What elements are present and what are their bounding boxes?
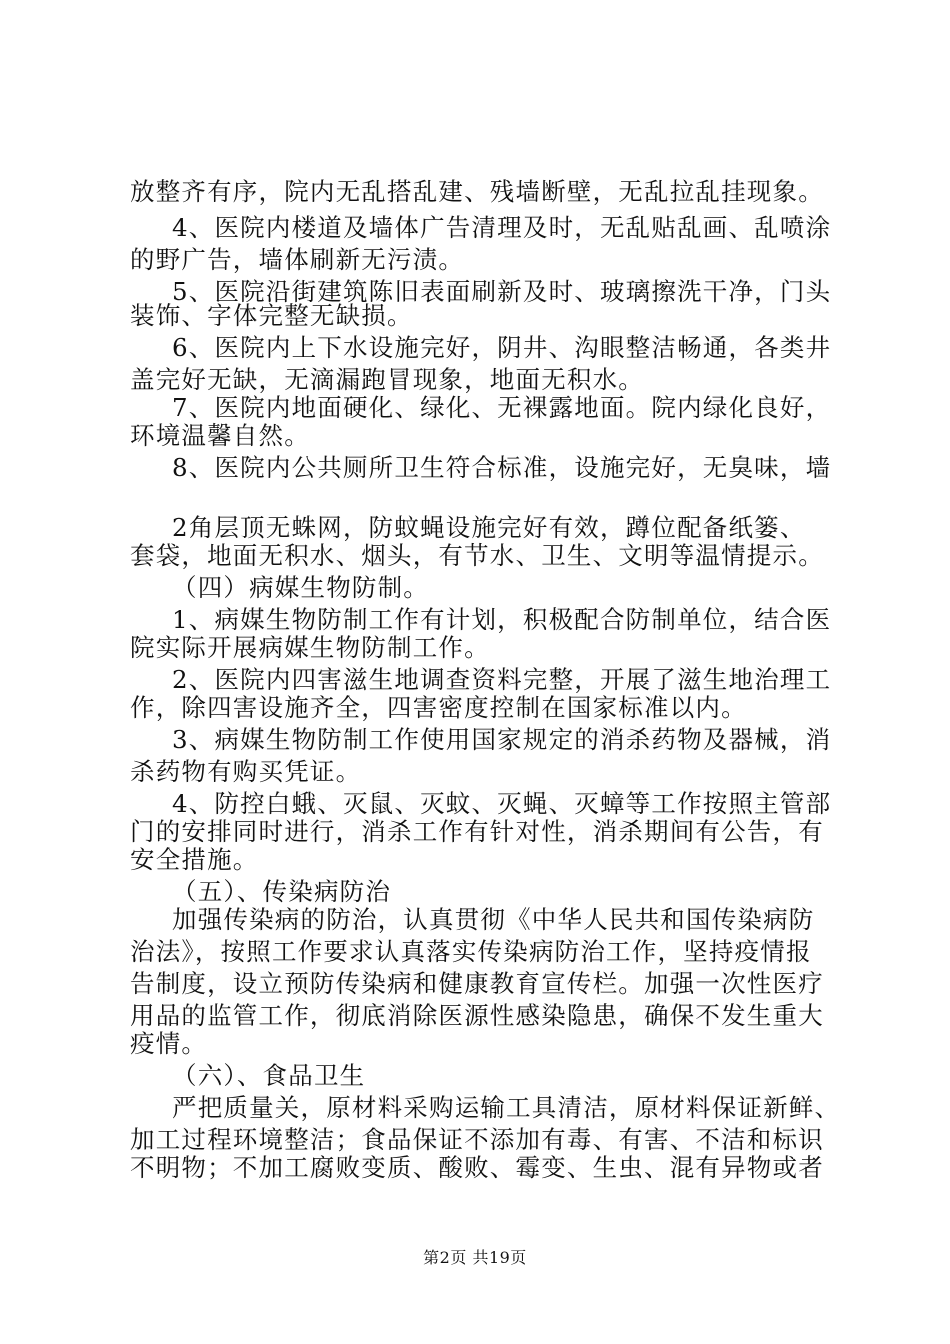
text-line: 8、医院内公共厕所卫生符合标准，设施完好，无臭味，墙	[172, 453, 832, 482]
text-line: 环境温馨自然。	[130, 421, 310, 450]
text-line: 放整齐有序，院内无乱搭乱建、残墙断壁，无乱拉乱挂现象。	[130, 177, 824, 206]
text-line: 作，除四害设施齐全，四害密度控制在国家标准以内。	[130, 693, 747, 722]
text-line: 1、病媒生物防制工作有计划，积极配合防制单位，结合医	[172, 605, 832, 634]
text-line: 门的安排同时进行，消杀工作有针对性，消杀期间有公告，有	[130, 817, 824, 846]
text-line: 加工过程环境整洁；食品保证不添加有毒、有害、不洁和标识	[130, 1125, 824, 1154]
text-line: 疫情。	[130, 1029, 208, 1058]
text-line: 的野广告，墙体刷新无污渍。	[130, 245, 465, 274]
page-footer: 第2页 共19页	[423, 1248, 527, 1267]
text-line: 用品的监管工作，彻底消除医源性感染隐患，确保不发生重大	[130, 1001, 824, 1030]
text-line: 装饰、字体完整无缺损。	[130, 301, 413, 330]
text-line: 2、医院内四害滋生地调查资料完整，开展了滋生地治理工	[172, 665, 832, 694]
text-line: 4、防控白蛾、灭鼠、灭蚊、灭蝇、灭蟑等工作按照主管部	[172, 789, 832, 818]
section-heading: （六）、食品卫生	[172, 1061, 366, 1090]
text-line: 盖完好无缺，无滴漏跑冒现象，地面无积水。	[130, 365, 644, 394]
text-line: 治法》，按照工作要求认真落实传染病防治工作，坚持疫情报	[130, 937, 812, 966]
text-line: 2角层顶无蛛网，防蚊蝇设施完好有效，蹲位配备纸篓、	[172, 513, 806, 542]
text-line: 加强传染病的防治，认真贯彻《中华人民共和国传染病防	[172, 905, 815, 934]
text-line: 不明物；不加工腐败变质、酸败、霉变、生虫、混有异物或者	[130, 1153, 824, 1182]
text-line: 7、医院内地面硬化、绿化、无裸露地面。院内绿化良好，	[172, 393, 832, 422]
section-heading: （四）病媒生物防制。	[172, 573, 429, 602]
text-line: 5、医院沿街建筑陈旧表面刷新及时、玻璃擦洗干净，门头	[172, 277, 832, 306]
text-line: 6、医院内上下水设施完好，阴井、沟眼整洁畅通，各类井	[172, 333, 832, 362]
text-line: 院实际开展病媒生物防制工作。	[130, 633, 490, 662]
text-line: 3、病媒生物防制工作使用国家规定的消杀药物及器械，消	[172, 725, 832, 754]
text-line: 4、医院内楼道及墙体广告清理及时，无乱贴乱画、乱喷涂	[172, 213, 832, 242]
text-line: 安全措施。	[130, 845, 259, 874]
text-line: 告制度，设立预防传染病和健康教育宣传栏。加强一次性医疗	[130, 969, 824, 998]
text-line: 套袋，地面无积水、烟头，有节水、卫生、文明等温情提示。	[130, 541, 824, 570]
section-heading: （五）、传染病防治	[172, 877, 392, 906]
text-line: 杀药物有购买凭证。	[130, 757, 362, 786]
text-line: 严把质量关，原材料采购运输工具清洁，原材料保证新鲜、	[172, 1093, 841, 1122]
